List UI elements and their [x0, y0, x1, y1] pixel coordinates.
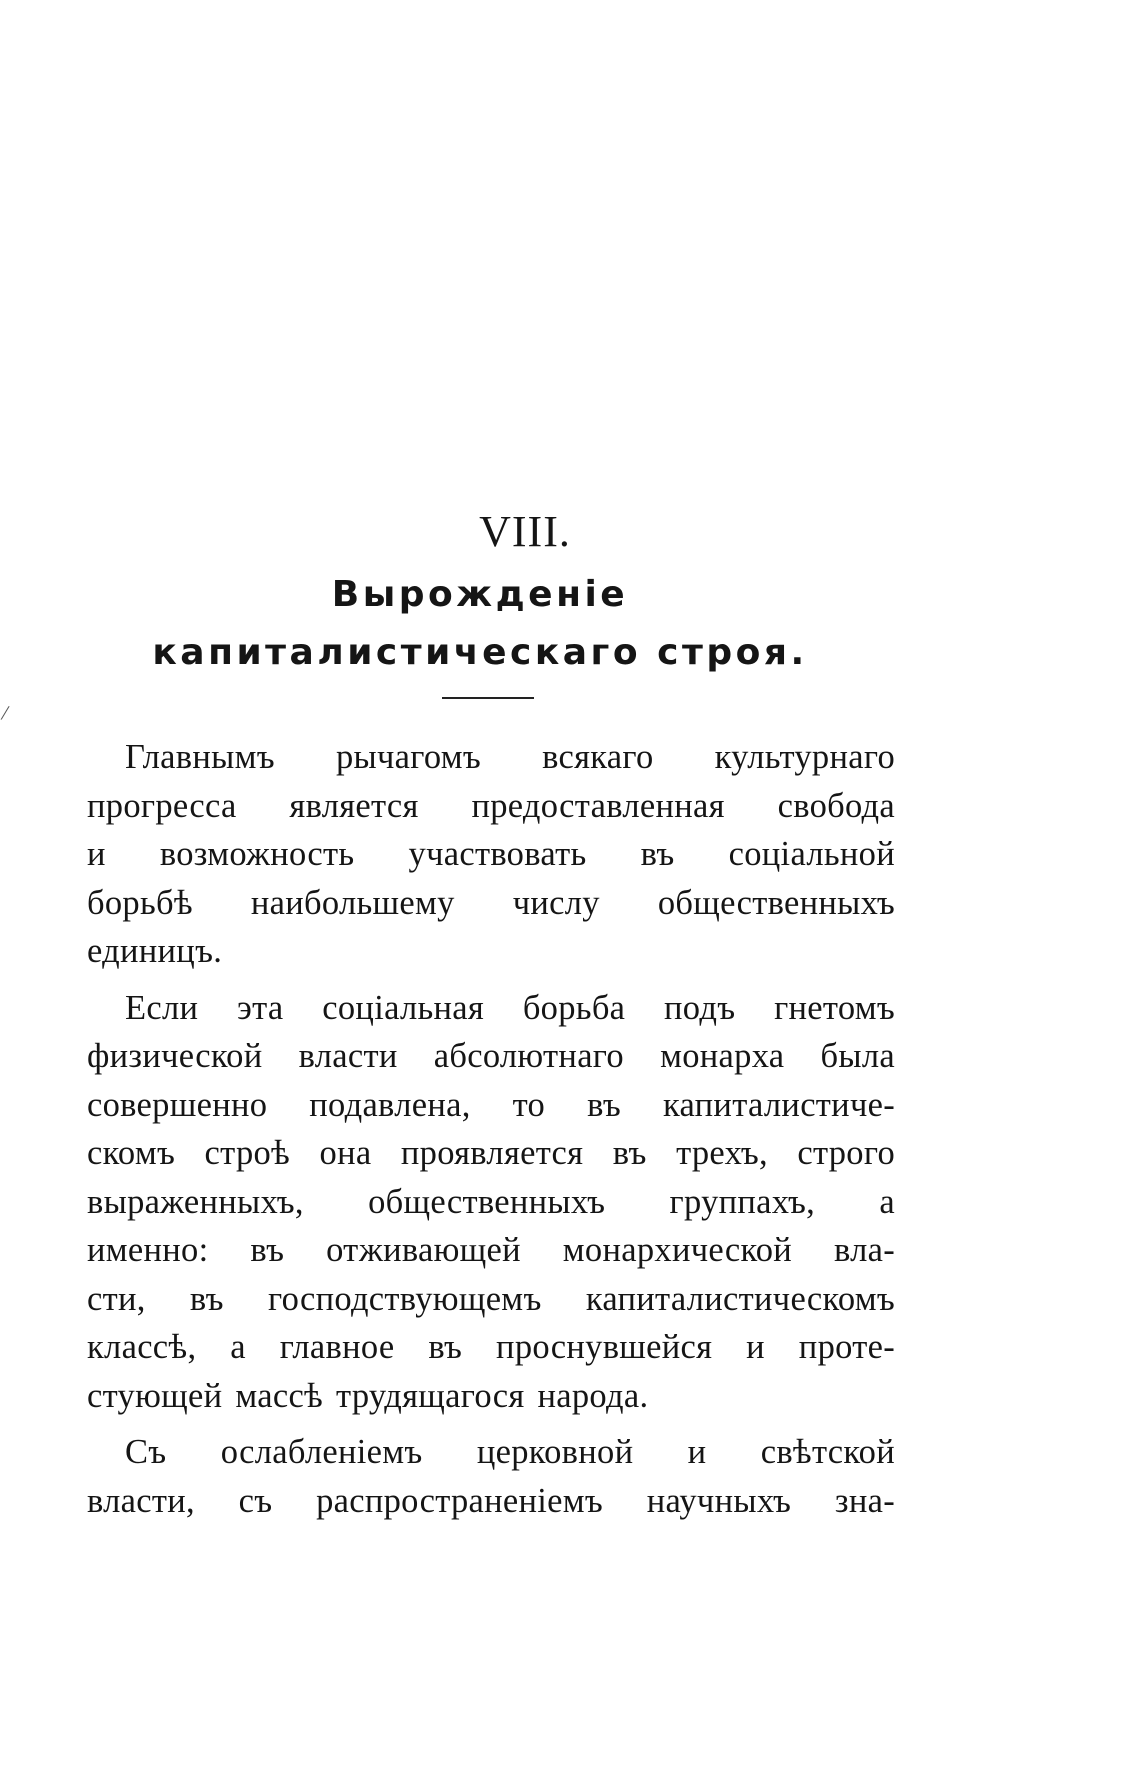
title-divider	[442, 697, 534, 699]
text-line: Съ ослабленіемъ церковной и свѣтской	[125, 1433, 895, 1471]
body-text	[87, 733, 895, 1533]
paragraph-1	[87, 733, 895, 976]
text-line: сти, въ господствующемъ капиталистическомъ	[87, 1279, 895, 1318]
text-line: физической власти абсолютнаго монарха была	[87, 1037, 895, 1075]
text-line: Если эта соціальная борьба подъ гнетомъ	[125, 988, 895, 1027]
paragraph-3	[87, 1428, 895, 1525]
chapter-title: Вырожденіе капиталистическаго строя.	[152, 574, 808, 673]
text-line: скомъ строѣ она проявляется въ трехъ, строго	[87, 1134, 895, 1172]
paragraph-2	[87, 984, 895, 1421]
text-line: борьбѣ наибольшему числу общественныхъ	[87, 883, 895, 922]
text-line: выраженныхъ, общественныхъ группахъ, а	[87, 1182, 895, 1221]
text-line: прогресса является предоставленная свобода	[87, 786, 895, 825]
text-line: именно: въ отживающей монархической вла-	[87, 1231, 895, 1269]
text-line: и возможность участвовать въ соціальной	[87, 835, 895, 873]
text-line: Главнымъ рычагомъ всякаго культурнаго	[125, 738, 895, 776]
text-line: единицъ.	[87, 932, 223, 970]
chapter-number: VIII.	[479, 507, 571, 556]
text-line: совершенно подавлена, то въ капиталистиче-	[87, 1085, 895, 1124]
text-line: стующей массѣ трудящагося народа.	[87, 1376, 649, 1415]
text-line: классѣ, а главное въ проснувшейся и проте-	[87, 1328, 895, 1366]
text-line: власти, съ распространеніемъ научныхъ зна-	[87, 1481, 895, 1520]
margin-mark: /	[0, 699, 11, 726]
